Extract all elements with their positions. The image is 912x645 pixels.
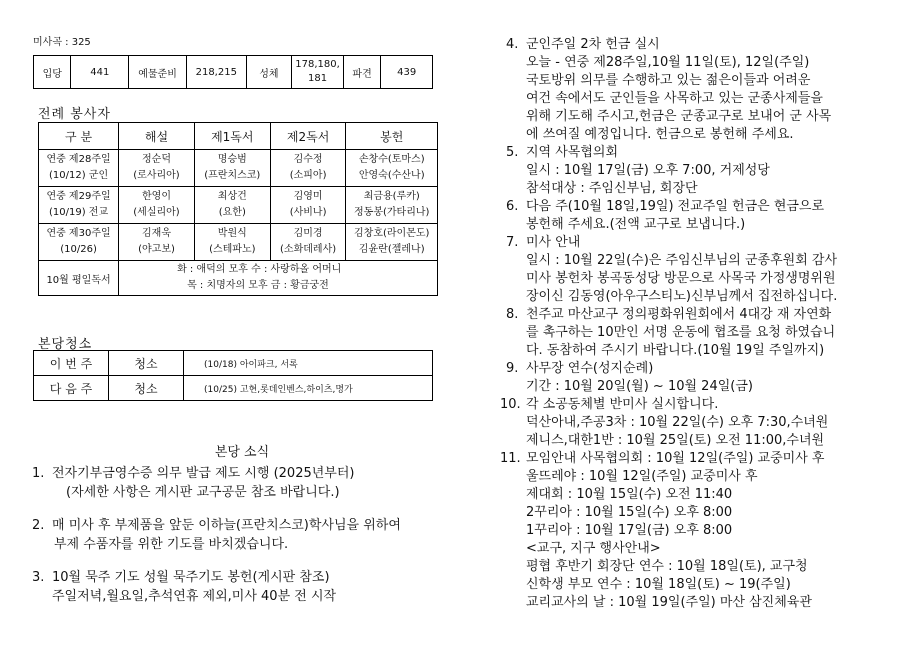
offering-cell: 최금용(루카) 정동봉(가타리나) (346, 187, 438, 224)
notice-item: 8. 천주교 마산교구 정의평화위원회에서 4대강 재 자연화 를 촉구하는 10만인 서명 운동에 협조를 요청 하였습니 다. 동참하여 주시기 바랍니다.(10월 19일 주일까지) (506, 307, 836, 358)
offering-cell: 김창호(라이몬도) 김윤란(젤레나) (346, 224, 438, 261)
stat-value: 441 (71, 56, 129, 89)
commentator-cell: 한영이 (세실리아) (119, 187, 195, 224)
reading1-cell: 명승범 (프란치스코) (194, 150, 270, 187)
cleaning-note: (10/18) 아이파크, 서록 (184, 351, 433, 376)
table-row (39, 150, 438, 187)
cleaning-table (33, 350, 433, 401)
stat-value: 439 (381, 56, 433, 89)
table-row (39, 187, 438, 224)
sunday-cell: 연중 제28주일 (10/12) 군인 (39, 150, 119, 187)
monthly-label: 10월 평일독서 (39, 261, 119, 296)
news-item: 2. 매 미사 후 부제품을 앞둔 이하늘(프란치스코)학사님을 위하여 부제 수품자를 위한 기도를 바치겠습니다. (32, 518, 401, 552)
stat-label: 입당 (34, 56, 71, 89)
col-header: 해설 (119, 123, 195, 150)
news-item: 1. 전자기부금영수증 의무 발급 제도 시행 (2025년부터) (자세한 사항은 게시판 교구공문 참조 바랍니다.) (32, 466, 355, 500)
reading2-cell: 김영미 (사비나) (270, 187, 346, 224)
news-item: 3. 10월 묵주 기도 성월 묵주기도 봉헌(게시판 참조) 주일저녁,월요일,추석연휴 제외,미사 40분 전 시작 (32, 570, 337, 604)
col-header: 제2독서 (270, 123, 346, 150)
table-row (39, 224, 438, 261)
cleaning-week: 이 번 주 (34, 351, 109, 376)
reading2-cell: 김수정 (소피아) (270, 150, 346, 187)
col-header: 제1독서 (194, 123, 270, 150)
notice-item: 9. 사무장 연수(성지순례) 기간 : 10월 20일(월) ~ 10월 24일(금) (506, 361, 753, 394)
cleaning-task: 청소 (109, 376, 184, 401)
commentator-cell: 김재욱 (야고보) (119, 224, 195, 261)
stat-label: 예물준비 (129, 56, 187, 89)
monthly-mass: 화 : 애덕의 모후 수 : 사랑하올 어머니 목 : 치명자의 모후 금 : 황금궁전 (119, 261, 438, 296)
table-row (39, 261, 438, 296)
notice-item: 6. 다음 주(10월 18일,19일) 전교주일 헌금은 현금으로 봉헌해 주세요.(전액 교구로 보냅니다.) (506, 199, 825, 232)
sunday-cell: 연중 제30주일 (10/26) (39, 224, 119, 261)
hymn-table (33, 55, 433, 89)
stat-value: 178,180, 181 (292, 56, 344, 89)
liturgy-table (38, 122, 438, 296)
reading1-cell: 최상건 (요한) (194, 187, 270, 224)
table-row (34, 351, 433, 376)
sunday-cell: 연중 제29주일 (10/19) 전교 (39, 187, 119, 224)
stat-value: 218,215 (186, 56, 246, 89)
notice-item: 5. 지역 사목협의회 일시 : 10월 17일(금) 오후 7:00, 거제성당 참석대상 : 주임신부님, 회장단 (506, 145, 770, 196)
cleaning-week: 다 음 주 (34, 376, 109, 401)
notice-item: 4. 군인주일 2차 헌금 실시 오늘 - 연중 제28주일,10월 11일(토), 12일(주일) 국토방위 의무를 수행하고 있는 젊은이들과 어려운 여건 속에서도 군인들을 사목하고 있는 군종사제들을 위해 기도해 주시고,헌금은 군종교구로 보내어 군 사목 에 쓰여질 예정입니다. 헌금으로 봉헌해 주세요. (506, 37, 832, 142)
stat-label: 성체 (246, 56, 292, 89)
notice-item: 11. 모임안내 사목협의회 : 10월 12일(주일) 교중미사 후 울뜨레야 : 10월 12일(주일) 교중미사 후 제대회 : 10월 15일(수) 오전 11:40 2꾸리아 : 10월 15일(수) 오후 8:00 1꾸리아 : 10월 17일(금) 오후 8:00 <교구, 지구 행사안내> 평협 후반기 회장단 연수 : 10월 18일(토), 교구청 신학생 부모 연수 : 10월 18일(토) ~ 19(주일) 교리교사의 날 : 10월 19일(주일) 마산 삼진체육관 (500, 451, 825, 610)
reading1-cell: 박원식 (스테파노) (194, 224, 270, 261)
stat-label: 파견 (343, 56, 380, 89)
hymn-number: 미사곡 : 325 (33, 37, 91, 48)
offering-cell: 손창수(토마스) 안영숙(수산나) (346, 150, 438, 187)
cleaning-title: 본당청소 (38, 337, 93, 352)
notice-item: 10. 각 소공동체별 반미사 실시합니다. 덕산아내,주공3차 : 10월 22일(수) 오후 7:30,수녀원 제니스,대한1반 : 10월 25일(토) 오전 11:00,수녀원 (500, 397, 829, 448)
col-header: 구 분 (39, 123, 119, 150)
reading2-cell: 김미경 (소화데레사) (270, 224, 346, 261)
cleaning-task: 청소 (109, 351, 184, 376)
liturgy-title: 전례 봉사자 (38, 107, 111, 122)
notice-item: 7. 미사 안내 일시 : 10월 22일(수)은 주임신부님의 군종후원회 감사 미사 봉헌차 봉곡동성당 방문으로 사목국 가정생명위원 장이신 김동영(아우구스티노)신부님께서 집전하십니다. (506, 235, 838, 304)
news-title: 본당 소식 (214, 445, 270, 460)
col-header: 봉헌 (346, 123, 438, 150)
cleaning-note: (10/25) 고현,롯데인벤스,하이츠,명가 (184, 376, 433, 401)
table-row (34, 376, 433, 401)
commentator-cell: 정순덕 (로사리아) (119, 150, 195, 187)
notice-column (500, 36, 896, 612)
parish-news (32, 443, 472, 606)
